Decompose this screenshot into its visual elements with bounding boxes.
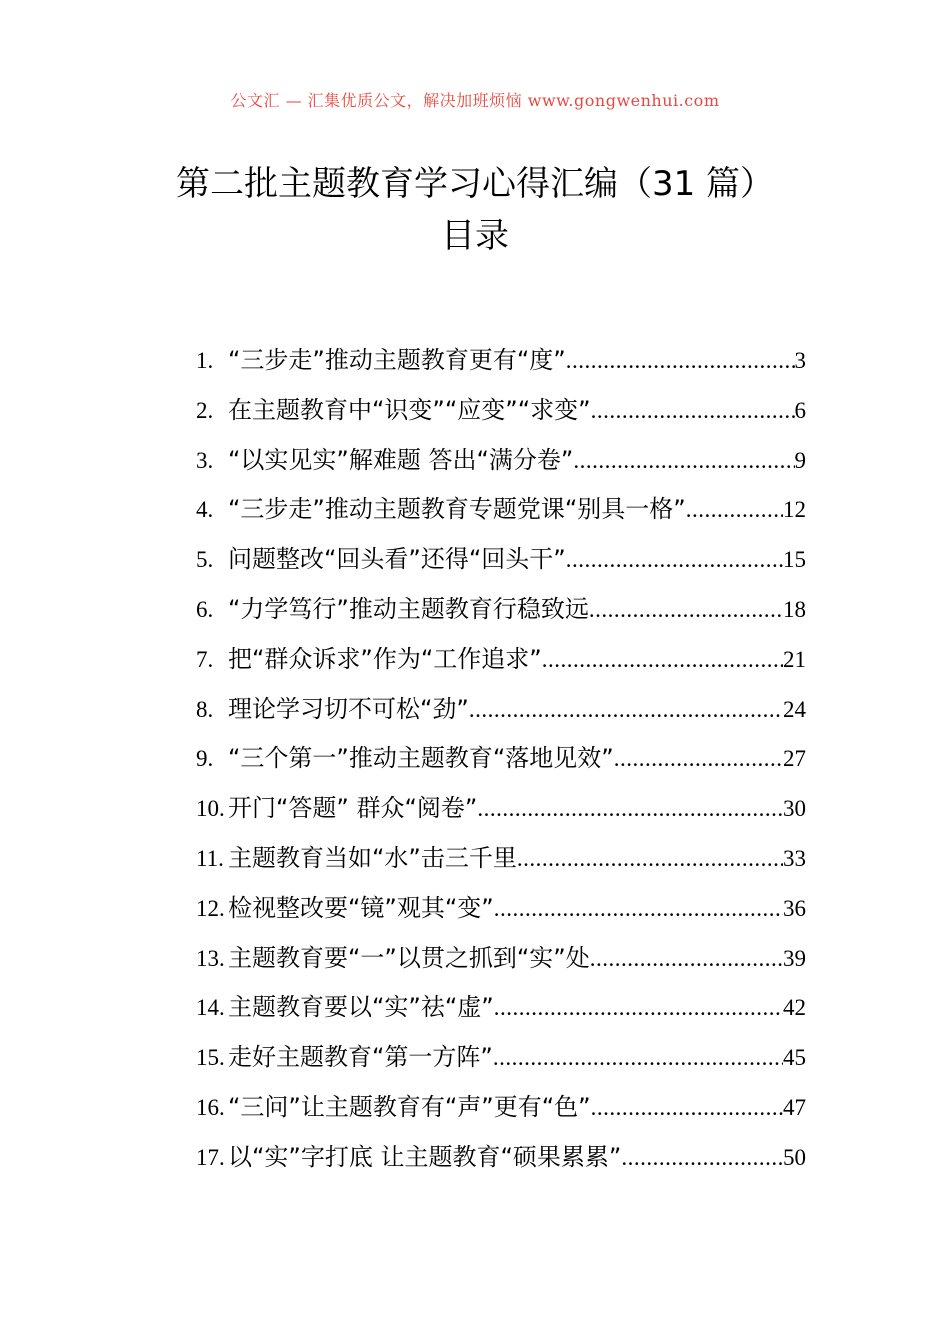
toc-entry-title: 检视整改要“镜”观其“变” [228,893,494,922]
watermark-header: 公文汇 — 汇集优质公文，解决加班烦恼 www.gongwenhui.com [230,91,720,110]
toc-entry[interactable] [196,934,806,984]
toc-entry-number: 16. [196,1094,225,1120]
toc-entry-page: 39 [783,945,806,971]
toc-leader-dots [621,1133,783,1183]
toc-entry[interactable] [196,834,806,884]
document-title [0,158,950,262]
toc-entry-title: “以实见实”解难题 答出“满分卷” [228,445,574,474]
toc-entry-title: 以“实”字打底 让主题教育“硕果累累” [228,1142,622,1171]
toc-entry[interactable] [196,884,806,934]
toc-entry-title: 开门“答题” 群众“阅卷” [228,794,478,823]
toc-entry-page: 21 [783,646,806,672]
toc-entry-number: 13. [196,945,225,971]
toc-entry-number: 7. [196,646,214,672]
toc-entry-title: “三个第一”推动主题教育“落地见效” [228,744,614,773]
toc-entry-title: 主题教育要“一”以贯之抓到“实”处 [228,943,590,972]
toc-entry[interactable] [196,436,806,486]
toc-leader-dots [493,1033,783,1083]
title-line-2: 目录 [441,216,509,256]
toc-entry-number: 11. [196,845,224,871]
toc-entry-title: 理论学习切不可松“劲” [228,694,469,723]
toc-leader-dots [566,535,783,585]
toc-entry[interactable] [196,535,806,585]
toc-entry-title: “三问”让主题教育有“声”更有“色” [228,1092,591,1121]
toc-entry[interactable] [196,784,806,834]
toc-entry[interactable] [196,336,806,386]
toc-entry-page: 18 [783,596,806,622]
toc-entry-title: 问题整改“回头看”还得“回头干” [228,545,566,574]
toc-entry[interactable] [196,635,806,685]
toc-entry-title: “力学笃行”推动主题教育行稳致远 [228,594,589,623]
table-of-contents [196,336,806,1183]
toc-leader-dots [614,734,783,784]
toc-leader-dots [494,884,783,934]
toc-entry-number: 6. [196,596,214,622]
toc-entry-page: 30 [783,796,806,822]
toc-entry-number: 10. [196,796,225,822]
toc-entry-page: 3 [794,348,806,373]
toc-entry-title: 主题教育要以“实”祛“虚” [228,993,494,1022]
toc-entry-number: 4. [196,497,214,523]
toc-entry[interactable] [196,983,806,1033]
toc-entry-page: 12 [783,497,806,523]
toc-entry[interactable] [196,685,806,735]
toc-leader-dots [591,1083,783,1133]
toc-leader-dots [477,784,783,834]
toc-entry-number: 14. [196,995,225,1021]
toc-entry-number: 8. [196,696,214,722]
toc-leader-dots [542,635,783,685]
toc-leader-dots [589,585,783,635]
toc-entry-number: 1. [196,348,214,373]
toc-entry-title: 走好主题教育“第一方阵” [228,1043,493,1072]
toc-entry-title: 把“群众诉求”作为“工作追求” [228,644,542,673]
toc-entry-page: 42 [783,995,806,1021]
toc-entry-number: 15. [196,1045,225,1071]
toc-entry[interactable] [196,734,806,784]
toc-leader-dots [469,685,783,735]
toc-entry-page: 47 [783,1094,806,1120]
toc-entry-page: 45 [783,1045,806,1071]
toc-entry-number: 2. [196,397,214,423]
toc-entry-page: 15 [783,547,806,573]
toc-entry-number: 3. [196,447,214,473]
toc-leader-dots [517,834,783,884]
toc-entry[interactable] [196,485,806,535]
toc-entry-page: 9 [794,447,806,473]
toc-entry-page: 33 [783,845,806,871]
toc-entry[interactable] [196,585,806,635]
toc-entry-page: 27 [783,746,806,772]
toc-entry-page: 36 [783,895,806,921]
toc-leader-dots [686,485,783,535]
toc-entry-number: 9. [196,746,214,772]
title-line-1: 第二批主题教育学习心得汇编（31 篇） [175,164,775,204]
toc-entry-title: 主题教育当如“水”击三千里 [228,843,517,872]
toc-leader-dots [573,436,794,486]
toc-entry-page: 50 [783,1144,806,1170]
toc-entry-title: “三步走”推动主题教育专题党课“别具一格” [228,495,686,524]
toc-entry-title: “三步走”推动主题教育更有“度” [228,346,566,374]
toc-leader-dots [590,934,783,984]
toc-entry-page: 6 [794,397,806,423]
toc-leader-dots [494,983,783,1033]
toc-entry[interactable] [196,1133,806,1183]
toc-entry[interactable] [196,1083,806,1133]
toc-entry[interactable] [196,386,806,436]
toc-entry-title: 在主题教育中“识变”“应变”“求变” [228,395,591,424]
toc-entry-number: 17. [196,1144,225,1170]
toc-entry-page: 24 [783,696,806,722]
toc-entry[interactable] [196,1033,806,1083]
toc-entry-number: 5. [196,547,214,573]
toc-entry-number: 12. [196,895,225,921]
toc-leader-dots [591,386,795,436]
toc-leader-dots [566,336,795,386]
